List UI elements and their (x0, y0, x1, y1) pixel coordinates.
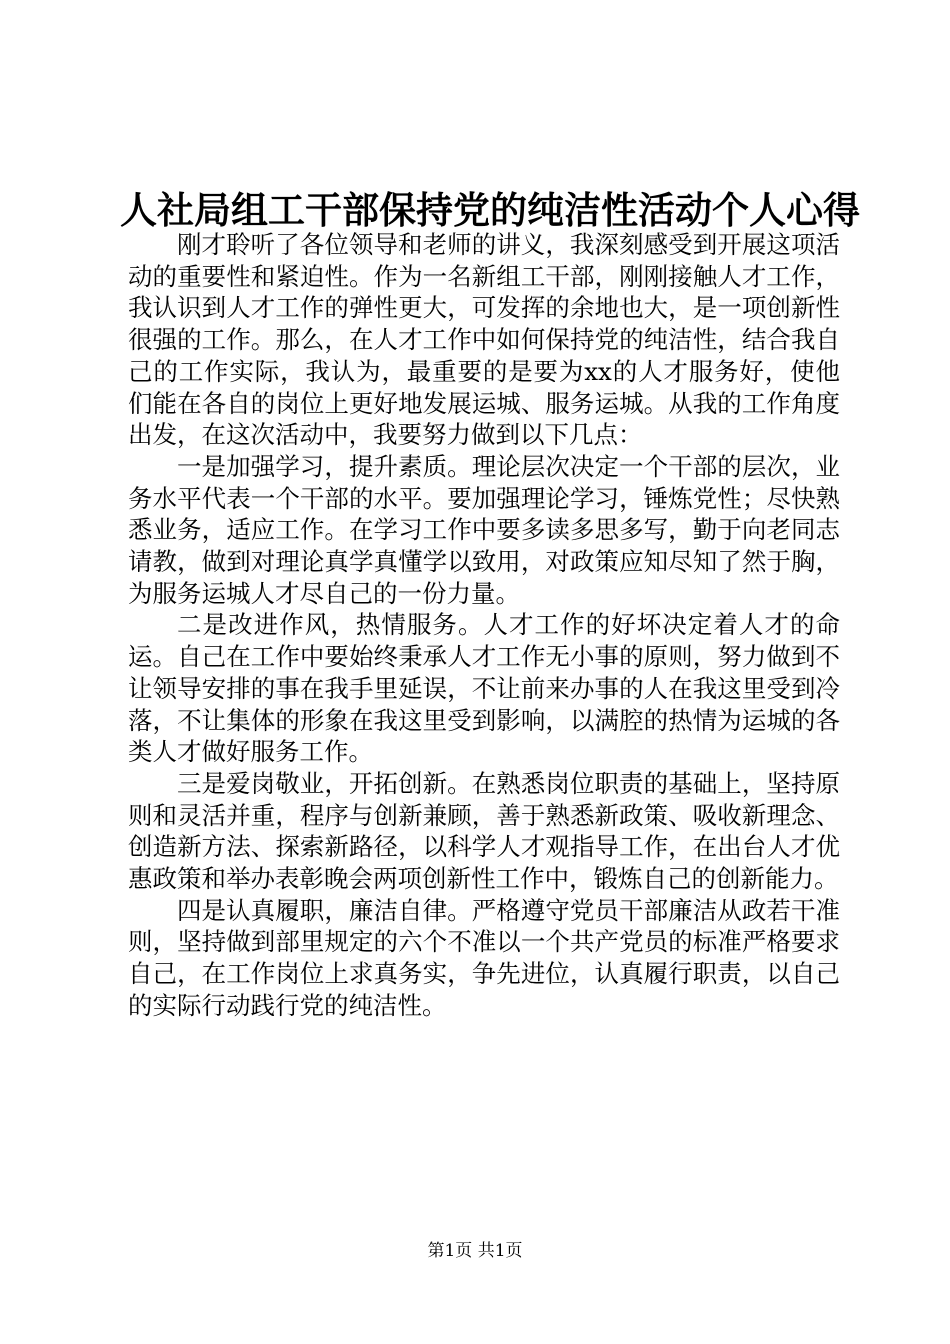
paragraph-point-1: 一是加强学习，提升素质。理论层次决定一个干部的层次，业务水平代表一个干部的水平。要加强理论学习，锤炼党性；尽快熟悉业务，适应工作。在学习工作中要多读多思多写，勤于向老同志请教，做到对理论真学真懂学以致用，对政策应知尽知了然于胸，为服务运城人才尽自己的一份力量。 (128, 451, 840, 608)
paragraph-point-4: 四是认真履职，廉洁自律。严格遵守党员干部廉洁从政若干准则，坚持做到部里规定的六个不准以一个共产党员的标准严格要求自己，在工作岗位上求真务实，争先进位，认真履行职责，以自己的实际行动践行党的纯洁性。 (128, 895, 840, 1020)
page-number-footer: 第1页 共1页 (427, 1241, 523, 1261)
paragraph-point-3: 三是爱岗敬业，开拓创新。在熟悉岗位职责的基础上，坚持原则和灵活并重，程序与创新兼顾，善于熟悉新政策、吸收新理念、创造新方法、探索新路径，以科学人才观指导工作，在出台人才优惠政策和举办表彰晚会两项创新性工作中，锻炼自己的创新能力。 (128, 768, 840, 894)
paragraph-point-2: 二是改进作风，热情服务。人才工作的好坏决定着人才的命运。自己在工作中要始终秉承人才工作无小事的原则，努力做到不让领导安排的事在我手里延误，不让前来办事的人在我这里受到冷落，不让集体的形象在我这里受到影响，以满腔的热情为运城的各类人才做好服务工作。 (128, 610, 840, 767)
document-body (128, 229, 840, 1022)
document-title: 人社局组工干部保持党的纯洁性活动个人心得 (120, 188, 860, 232)
paragraph-intro: 刚才聆听了各位领导和老师的讲义，我深刻感受到开展这项活动的重要性和紧迫性。作为一名新组工干部，刚刚接触人才工作，我认识到人才工作的弹性更大，可发挥的余地也大，是一项创新性很强的工作。那么，在人才工作中如何保持党的纯洁性，结合我自己的工作实际，我认为，最重要的是要为xx的人才服务好，使他们能在各自的岗位上更好地发展运城、服务运城。从我的工作角度出发，在这次活动中，我要努力做到以下几点： (128, 230, 840, 450)
